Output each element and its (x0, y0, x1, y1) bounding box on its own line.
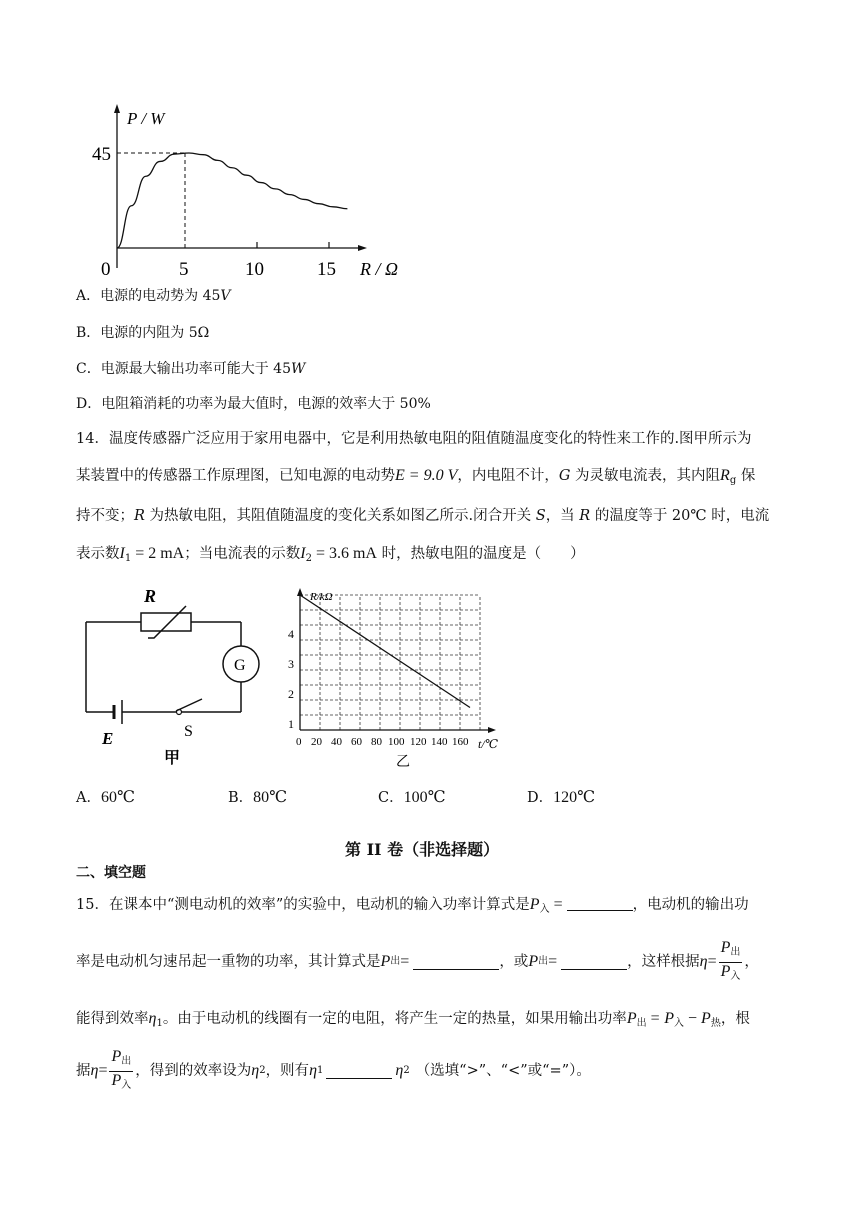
section-title: 第 II 卷（非选择题） (345, 840, 500, 859)
x-tick-label-10: 10 (245, 259, 264, 280)
x-tick-label-15: 15 (317, 259, 336, 280)
resistance-temperature-chart (280, 582, 520, 772)
q13-option-c: C．电源最大输出功率可能大于 45W (76, 361, 306, 377)
q13-option-b: B．电源的内阻为 5Ω (76, 325, 210, 341)
label-e: E (102, 729, 114, 748)
rt-ytick-4: 4 (288, 627, 294, 641)
rt-xtick-80: 80 (371, 736, 382, 748)
rt-xtick-100: 100 (388, 736, 405, 748)
q14-option-b: B．80℃ (228, 789, 288, 806)
efficiency-fraction-2: $\frac{P_出}{P_入}$ (111, 1047, 132, 1091)
q15-blank-output-power-1[interactable] (413, 955, 499, 970)
circuit-diagram (76, 582, 271, 772)
rt-y-label: R/kΩ (310, 591, 333, 603)
q14-option-d: D．120℃ (527, 789, 596, 806)
caption-jia: 甲 (164, 750, 181, 767)
q15-line-4: 据 η = $\frac{P_出}{P_入}$ ，得到的效率设为 η 2 ，则有 η 1 η 2 （选填“>”、“<”或“=”）。 (76, 1046, 591, 1096)
q15-line-2: 率是电动机匀速吊起一重物的功率，其计算式是 P 出 = ，或 P 出 = ，这样根据 η = $\frac{P_出}{P_入}$ ， (76, 938, 759, 986)
y-peak-label: 45 (92, 144, 111, 165)
q14-line-4: 表示数$I_1 = 2$ mA；当电流表的示数$I_2 = 3.6$ mA 时，热敏电阻的温度是（ ） (76, 545, 585, 564)
q15-line-3: 能得到效率$\eta_1$。由于电动机的线圈有一定的电阻，将产生一定的热量，如果用输出功率$P_出 = P_入 - P_热$，根 (76, 1010, 750, 1029)
x-axis-label: R / Ω (360, 259, 399, 279)
label-g: G (234, 657, 246, 674)
rt-ytick-3: 3 (288, 657, 294, 671)
rt-xtick-160: 160 (452, 736, 469, 748)
label-s: S (184, 723, 193, 740)
rt-xtick-120: 120 (410, 736, 427, 748)
rt-xtick-60: 60 (351, 736, 362, 748)
q15-blank-compare[interactable] (326, 1064, 392, 1079)
rt-x-label: t/℃ (478, 737, 499, 751)
label-r: R (144, 586, 157, 606)
q14-option-a: A．60℃ (76, 789, 135, 806)
rt-ytick-2: 2 (288, 687, 294, 701)
q15-blank-input-power[interactable] (567, 896, 633, 911)
q14-line-1: 14．温度传感器广泛应用于家用电器中，它是利用热敏电阻的阻值随温度变化的特性来工作的.图甲所示为 (76, 431, 752, 447)
q13-option-a: A．电源的电动势为 45V (76, 288, 231, 304)
y-axis-arrow (114, 104, 120, 113)
x-tick-label-0: 0 (101, 259, 111, 280)
q14-line-2: 某装置中的传感器工作原理图，已知电源的电动势E = 9.0 V，内电阻不计，G 为灵敏电流表，其内阻$R_g$ 保 (76, 467, 756, 486)
q14-line-3: 持不变；R 为热敏电阻，其阻值随温度的变化关系如图乙所示.闭合开关 S，当 R 的温度等于 20℃ 时，电流 (76, 508, 770, 524)
section-heading: 二、填空题 (76, 865, 146, 881)
power-resistance-chart (92, 100, 415, 285)
rt-ytick-1: 1 (288, 717, 294, 731)
rt-xtick-140: 140 (431, 736, 448, 748)
rt-x-arrow (488, 727, 496, 733)
y-axis-label: P / W (127, 109, 165, 128)
rt-xtick-0: 0 (296, 736, 302, 748)
rt-xtick-40: 40 (331, 736, 342, 748)
caption-yi: 乙 (396, 755, 410, 770)
q15-line-1: 15．在课本中“测电动机的效率”的实验中，电动机的输入功率计算式是$P_入$ = ，电动机的输出功 (76, 896, 749, 915)
x-tick-label-5: 5 (179, 259, 189, 280)
rt-grid (300, 595, 480, 730)
power-curve (117, 153, 347, 248)
thermistor-symbol (141, 613, 191, 631)
q13-option-d: D．电阻箱消耗的功率为最大值时，电源的效率大于 50% (76, 396, 431, 412)
q14-option-c: C．100℃ (378, 789, 446, 806)
q15-blank-output-power-2[interactable] (561, 955, 627, 970)
efficiency-fraction: $\frac{P_出}{P_入}$ (720, 938, 741, 982)
x-axis-arrow (358, 245, 367, 251)
rt-y-arrow (297, 588, 303, 596)
rt-line (300, 595, 470, 708)
switch-lever (176, 699, 202, 711)
rt-xtick-20: 20 (311, 736, 322, 748)
